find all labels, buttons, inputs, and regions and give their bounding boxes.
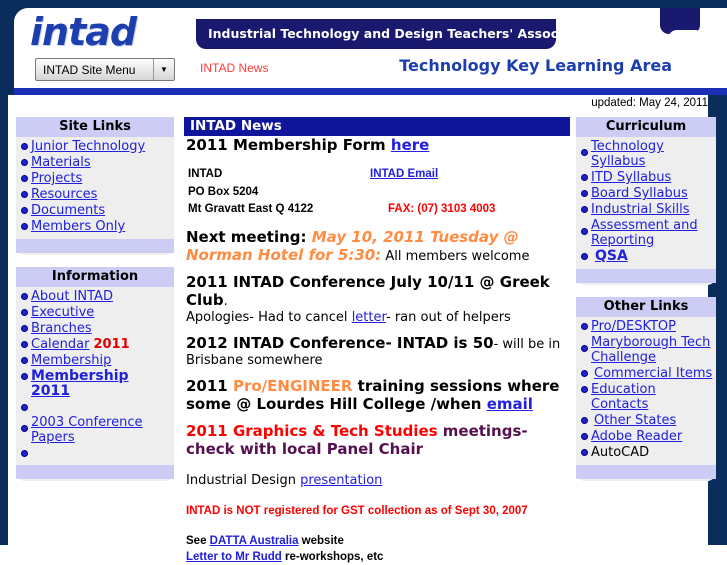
sidebar-link-label[interactable]: Members Only — [31, 219, 126, 234]
sidebar-link-label[interactable]: Branches — [31, 321, 92, 336]
key-learning-area-title: Technology Key Learning Area — [399, 56, 672, 75]
membership-form-line — [186, 137, 570, 155]
sidebar-link-label[interactable]: Projects — [31, 171, 83, 186]
news-section-header: INTAD News — [184, 117, 570, 136]
sidebar-item-assessment-and-reporting[interactable] — [576, 218, 716, 249]
header-news-link[interactable]: INTAD News — [200, 61, 269, 75]
sidebar-link-label[interactable]: About INTAD — [31, 289, 113, 304]
sidebar-item-2003-conference-papers[interactable] — [16, 415, 174, 446]
bullet-icon — [581, 345, 588, 352]
bullet-icon — [21, 373, 28, 380]
other-links-box — [576, 297, 716, 481]
site-menu-dropdown[interactable] — [35, 58, 175, 81]
sidebar-item-technology-syllabus[interactable] — [576, 139, 716, 170]
last-updated-text: updated: May 24, 2011 — [591, 97, 708, 109]
sidebar-link-label: AutoCAD — [591, 445, 650, 460]
sidebar-link-label[interactable]: Technology Syllabus — [591, 139, 664, 169]
sidebar-link-label[interactable]: ITD Syllabus — [591, 170, 672, 185]
bullet-icon — [21, 159, 28, 166]
contact-city-line: Mt Gravatt East Q 4122 — [188, 203, 314, 215]
sidebar-link-label[interactable]: Adobe Reader — [591, 429, 683, 444]
calendar-year-badge: 2011 — [93, 337, 130, 352]
information-title: Information — [16, 267, 174, 287]
sidebar-item-itd-syllabus[interactable] — [576, 170, 716, 186]
bullet-icon — [21, 325, 28, 332]
sidebar-link-label[interactable]: Membership — [31, 353, 112, 368]
sidebar-item-membership[interactable] — [16, 353, 174, 369]
rudd-post: re-workshops, etc — [281, 550, 384, 563]
bullet-icon — [21, 175, 28, 182]
pro-engineer-line — [186, 378, 570, 414]
chevron-down-icon[interactable]: ▼ — [153, 59, 174, 80]
graphics-rest-text: meetings- check with local Panel Chair — [186, 421, 528, 458]
sidebar-link-label[interactable]: Documents — [31, 203, 106, 218]
bullet-icon — [581, 370, 588, 377]
site-header — [0, 0, 727, 95]
information-box — [16, 267, 174, 481]
sidebar-link-label[interactable]: Calendar — [31, 337, 90, 352]
contact-block — [186, 164, 526, 219]
other-links-box-footer — [576, 465, 716, 479]
site-menu-label: INTAD Site Menu — [43, 62, 136, 77]
sidebar-link-label[interactable]: Resources — [31, 187, 98, 202]
contact-org: INTAD — [188, 168, 223, 180]
bullet-icon — [581, 433, 588, 440]
bullet-icon — [581, 386, 588, 393]
sidebar-link-label[interactable]: 2003 Conference Papers — [31, 415, 143, 445]
sidebar-link-label[interactable]: Commercial Items — [594, 366, 713, 381]
bullet-icon — [581, 149, 588, 156]
bullet-icon — [21, 357, 28, 364]
conference-2012-line — [186, 335, 570, 369]
curriculum-title: Curriculum — [576, 117, 716, 137]
sidebar-link-label[interactable]: Junior Technology — [31, 139, 146, 154]
datta-line — [186, 533, 570, 549]
next-meeting-colon: : — [300, 227, 312, 246]
bullet-icon — [21, 207, 28, 214]
sidebar-item-executive[interactable] — [16, 305, 174, 321]
sidebar-item-autocad — [576, 445, 716, 461]
industrial-design-presentation-link[interactable]: presentation — [300, 472, 383, 488]
curriculum-box-footer — [576, 269, 716, 283]
bullet-icon — [581, 206, 588, 213]
rudd-letter-line — [186, 549, 570, 565]
information-box-footer — [16, 465, 174, 479]
gst-notice-text: INTAD is NOT registered for GST collection as of Sept 30, 2007 — [186, 504, 528, 517]
conference-2011-apology-pre: Apologies- Had to cancel — [186, 309, 352, 325]
pro-engineer-email-link[interactable]: email — [486, 394, 533, 413]
sidebar-item-commercial-items[interactable] — [576, 366, 716, 382]
bullet-icon — [581, 190, 588, 197]
letter-to-mr-rudd-link[interactable]: Letter to Mr Rudd — [186, 550, 282, 563]
bullet-icon — [21, 404, 28, 411]
conference-2012-tail: - will be in Brisbane somewhere — [186, 336, 561, 368]
sidebar-item-documents[interactable] — [16, 203, 174, 219]
pro-engineer-mid: training sessions where some @ Lourdes Hill College /when — [186, 376, 560, 413]
sidebar-link-label[interactable]: QSA — [595, 248, 628, 264]
bullet-icon — [21, 223, 28, 230]
sidebar-item-branches[interactable] — [16, 321, 174, 337]
datta-post: website — [298, 534, 344, 547]
sidebar-item-blank-2[interactable] — [16, 446, 174, 461]
sidebar-item-junior-technology[interactable] — [16, 139, 174, 155]
industrial-design-pre: Industrial Design — [186, 472, 301, 488]
sidebar-item-education-contacts[interactable] — [576, 382, 716, 413]
other-links-list — [576, 317, 716, 461]
conference-2011-apology-post: - ran out of helpers — [386, 309, 511, 325]
sidebar-item-pro-desktop[interactable] — [576, 319, 716, 335]
sidebar-item-members-only[interactable] — [16, 219, 174, 235]
pro-engineer-pre: 2011 — [186, 376, 233, 395]
conference-2011-headline-tail: . — [223, 293, 228, 309]
sidebar-item-calendar[interactable] — [16, 337, 174, 353]
sidebar-item-about-intad[interactable] — [16, 289, 174, 305]
sidebar-item-adobe-reader[interactable] — [576, 429, 716, 445]
bullet-icon — [581, 253, 588, 260]
sidebar-link-label[interactable]: Industrial Skills — [591, 202, 690, 217]
right-sidebar — [576, 117, 716, 493]
next-meeting-when: May 10, 2011 Tuesday @ Norman Hotel for 5:30: — [186, 227, 519, 264]
sidebar-item-other-states[interactable] — [576, 413, 716, 429]
bullet-icon — [21, 191, 28, 198]
sidebar-link-label[interactable]: Executive — [31, 305, 95, 320]
sidebar-item-materials[interactable] — [16, 155, 174, 171]
conference-2012-bold1: 2012 INTAD Conference — [186, 333, 386, 352]
association-banner: Industrial Technology and Design Teachers' Association — [196, 19, 556, 49]
datta-pre: See — [186, 534, 210, 547]
site-links-box — [16, 117, 174, 255]
contact-fax: FAX: (07) 3103 4003 — [388, 203, 496, 215]
sidebar-item-membership-2011[interactable] — [16, 369, 174, 400]
page-content — [8, 95, 713, 563]
graphics-tech-studies-line — [186, 423, 570, 459]
sidebar-item-board-syllabus[interactable] — [576, 186, 716, 202]
other-links-title: Other Links — [576, 297, 716, 317]
bullet-icon — [581, 174, 588, 181]
page-frame — [0, 95, 727, 563]
sidebar-link-label[interactable]: Assessment and Reporting — [591, 218, 698, 248]
sidebar-link-label[interactable]: Maryborough Tech Challenge — [591, 335, 711, 365]
site-links-list — [16, 137, 174, 235]
bullet-icon — [21, 450, 28, 457]
bullet-icon — [581, 449, 588, 456]
sidebar-item-maryborough-tech-challenge[interactable] — [576, 335, 716, 366]
sidebar-link-label[interactable]: Membership 2011 — [31, 368, 129, 399]
bullet-icon — [21, 293, 28, 300]
bullet-icon — [581, 417, 588, 424]
main-content — [184, 117, 570, 565]
industrial-design-line — [186, 473, 570, 489]
bullet-icon — [581, 228, 588, 235]
membership-form-link[interactable]: here — [390, 136, 430, 154]
site-links-title: Site Links — [16, 117, 174, 137]
sidebar-item-resources[interactable] — [16, 187, 174, 203]
next-meeting-suffix: All members welcome — [381, 248, 530, 264]
bullet-icon — [21, 341, 28, 348]
sidebar-item-blank-1[interactable] — [16, 400, 174, 415]
contact-po-box: PO Box 5204 — [188, 185, 259, 198]
next-meeting-prefix: Next meeting — [186, 227, 301, 246]
sidebar-link-label[interactable]: Materials — [31, 155, 91, 170]
sidebar-item-projects[interactable] — [16, 171, 174, 187]
gst-notice-line — [186, 503, 570, 519]
membership-form-text: 2011 Membership Form — [186, 136, 391, 154]
bullet-icon — [21, 425, 28, 432]
information-list — [16, 287, 174, 461]
conference-2011-line — [186, 274, 570, 326]
datta-australia-link[interactable]: DATTA Australia — [209, 534, 299, 547]
conference-2012-bold2: - INTAD is 50 — [385, 333, 494, 352]
bullet-icon — [21, 143, 28, 150]
site-links-box-footer — [16, 239, 174, 253]
sidebar-item-industrial-skills[interactable] — [576, 202, 716, 218]
intad-logo[interactable]: intad — [30, 10, 137, 54]
bullet-icon — [21, 309, 28, 316]
curriculum-box — [576, 117, 716, 285]
left-sidebar — [16, 117, 174, 493]
next-meeting-line — [186, 229, 570, 265]
news-section-body — [184, 136, 570, 565]
cancel-letter-link[interactable]: letter — [351, 309, 387, 325]
bullet-icon — [581, 323, 588, 330]
graphics-red-text: 2011 Graphics & Tech Studies — [186, 421, 438, 440]
conference-2011-headline: 2011 INTAD Conference July 10/11 @ Greek Club — [186, 272, 550, 309]
pro-engineer-highlight: Pro/ENGINEER — [232, 376, 353, 395]
curriculum-list — [576, 137, 716, 265]
sidebar-link-label[interactable]: Other States — [594, 413, 677, 428]
intad-email-link[interactable]: INTAD Email — [370, 168, 439, 180]
sidebar-item-qsa[interactable] — [576, 249, 716, 265]
sidebar-link-label[interactable]: Pro/DESKTOP — [591, 319, 677, 334]
sidebar-link-label[interactable]: Board Syllabus — [591, 186, 688, 201]
sidebar-link-label[interactable]: Education Contacts — [591, 382, 656, 412]
header-notch-white — [668, 30, 704, 60]
